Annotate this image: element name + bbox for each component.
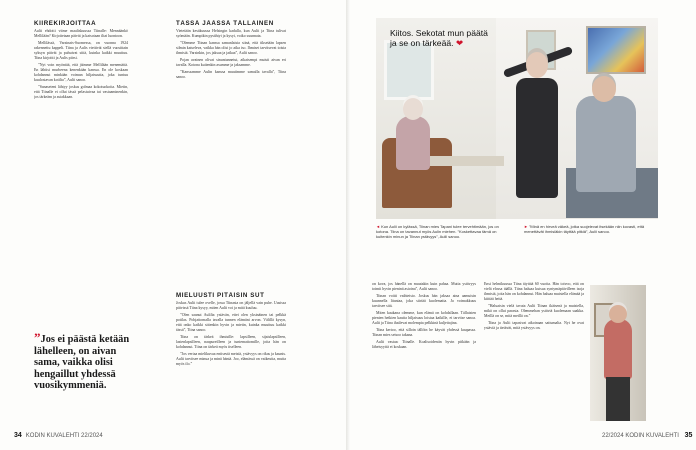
- pull-quote: [34, 332, 144, 392]
- secondary-photo: [590, 285, 646, 421]
- heart-icon: ❤: [455, 38, 464, 48]
- body-paragraph: Joskus Aulii tulee ovelle, jossa Tiinasta on jäljellä vain puhe. Uusissa päivissä Tiina kysyy, miten Aulii voi ja mitä kuuluu.: [176, 301, 286, 310]
- main-photo: [376, 18, 658, 219]
- body-paragraph: ”Haluaisin vielä tavata Aulii Tiinan ikäisenä ja muistella, mikä on ollut parasta. Olemmehan ystäviä kuolemaan saakka. Meillä on se, mitä meillä on.”: [484, 304, 584, 318]
- page-number: 34: [14, 432, 22, 439]
- photo-person-head: [609, 305, 627, 323]
- body-paragraph: Tiina on tärkeä ihmisille: lapsilleen, sijaislapsilleen, lastenlapsilleen, naapureilleen ja tuntemattomille, joita hän on kohdannut. Tiina on tärkeä myös itselleen.: [176, 335, 286, 349]
- left-column-2b: [176, 292, 286, 422]
- body-paragraph: Tiina kertoo, että silloin tällöin he käyvät yhdessä kaupassa. Tiinan mies seisoo takana.: [372, 328, 476, 337]
- body-paragraph: ”Kanssamme Aulin kanssa muutimme samalla tavalla”, Tiina sanoo.: [176, 70, 286, 79]
- right-column-2: [484, 282, 584, 426]
- folio-left: [14, 432, 103, 439]
- left-column-2: [176, 20, 286, 290]
- photo-seated-woman: [396, 116, 430, 170]
- body-paragraph: ”Olemme Tiinan kanssa samanlaisia siinä, että tiksetään lapsen silmin katseleva, vaikka hän olisi jo aika iso. Ihmiset tarvitsevat toisia ihmisiä. Varsinkin, jos jaksaa ja jatkaa”, Aulii sanoo.: [176, 41, 286, 55]
- photo-standing-woman-head: [526, 52, 548, 78]
- photo-man-head: [592, 76, 616, 102]
- arrow-left-icon: ◄: [376, 224, 380, 229]
- folio-text: 22/2024 KODIN KUVALEHTI: [602, 433, 679, 439]
- subhead-mieluusti: MIELUUSTI PITÄISIN SUT: [176, 292, 265, 299]
- caption-left-text: Kun Aulii on kylässä, Tiinan mies Tapani tulee tervehtimään, jos on kotona. Tiina on tavannut myös Aulin miehen. ”Koskettavaa tämä on kuitenkin minun ja Tiinan ystävyys”, Aulii sanoo.: [376, 224, 499, 239]
- photo-person-red-top: [604, 319, 632, 379]
- photo-man: [576, 96, 636, 192]
- body-paragraph: Tiina ja Aulii tapasivat aikoinaan sattumalta. Nyt he ovat ystäviä ja tietävät, mitä ystävyys on.: [484, 321, 584, 330]
- body-paragraph: ”Jos vertaa mielikuvaa entisestä meistä, ystävyys on rikas ja kaunis. Aulii tarvitsee minua ja minä häntä. Joo, elämässä on vaikeutta, mutta myös ilo.”: [176, 352, 286, 366]
- page-number: 35: [684, 432, 693, 439]
- body-paragraph: on kova, jos hänellä on muutakin kuin pahaa. Mutta ystävyys toimii hyvin pieninä asioina”, Aulii sanoo.: [372, 282, 476, 291]
- body-paragraph: Mellilässä, Varsinais-Suomessa, on vuonna 1924 rakennettu kappeli. Tiina ja Aulis viettivät siellä vuosittain syksyn päivät ja puhuivat siitä, kuinka kaikki muuttuu. Tiina kirjoitti ja Aulis piirsi.: [34, 41, 128, 60]
- left-column-1: [34, 20, 128, 320]
- photo-person-pants: [606, 377, 630, 421]
- body-paragraph: ”Nyt voin myöntää, että jäimme Mellilään menemättä. En lähtisi murheena kenenkään kanssa. En ole koskaan kohdannut minkään voiman hiljaisuutta, joka tuntuu kuulostavan kotilta”, Aulii sanoo.: [34, 63, 128, 82]
- caption-left: [376, 224, 506, 239]
- body-paragraph: Aulii vastaa: Tiinalle. Koalisoidentin hyvin pitkään ja läheisyyttä ei koskaan.: [372, 340, 476, 349]
- body-paragraph: Tiinan voitti vaihteisto. Joskus hän jaksaa aina aamuisin kuunnella litaniaa, joka siirtää kuolematta. Ja voimakkuus tarvitsee sitä.: [372, 294, 476, 308]
- subhead-tassa-jaassa: TÄSSÄ JÄÄSSÄ TÄLLAINEN: [176, 20, 274, 27]
- caption-right: [524, 224, 654, 234]
- photo-seated-woman-head: [403, 98, 423, 120]
- caption-right-text: ”Minä en hirveä väkeä, jotka suojelevat itsekään niin kovasti, että menettävät ihmisiäkin täyttää pitkiä”, Aulii sanoo.: [524, 224, 645, 234]
- body-paragraph: Ensi helmikuussa Tiina täyttää 60 vuotta. Hän toivoo, että on vielä elossa täällä. Tiina haluaa kutsua syntymäpäivilleen isoja ihmisiä, joita hän on kohdannut. Hän haluaa muistella elämää ja kiittää heitä.: [484, 282, 584, 301]
- quote-mark: ”: [34, 330, 41, 345]
- photo-window: [384, 40, 434, 100]
- speech-quote: Kiitos. Sekotat mun päätä ja se on tärkeää.: [390, 28, 488, 48]
- body-paragraph: Miten kaukana olemme, kun elämä on kohdallaan. Tällaisten pienien hetkien kautta hiljaisuus loistaa kaikille, ei tarvitse sanoa. Aulii ja Tiina ihailevat molempia pelkkinä kuljettajina.: [372, 311, 476, 325]
- photo-speech-text: [390, 28, 490, 48]
- folio-text: KODIN KUVALEHTI 22/2024: [25, 433, 103, 439]
- body-paragraph: ”Olen saanut Aulilta ystävän, ettei olen yksinäinen tai pelkkä potilas. Pohjattomalla tavalla tunnen elämäni arvon. Välillä kysyn, että onko kaikki sittenkin hyvin ja mietin, kuinka muuttuu kaikki tässä”, Tiina sanoo.: [176, 313, 286, 332]
- body-paragraph: Vietetään kesäkuussa Helsingin kadulla, kun Aulii ja Tiina tulivat syömään. Kumpikin pysähtyi ja kysyi, voiko suunnata.: [176, 29, 286, 38]
- body-paragraph: Aulii ehdotti viime maaliskuussa Tiinalle: Mennäänkö Mellilään? Kirjoitetaan päivät ja katsotaan iltat luontoon.: [34, 29, 128, 38]
- body-paragraph: ”Sanaseteni lähtyy joskus golmaa kokotuokoita. Mietin, että Tiinalle ei ollut tässä pelastuivaa tai vastaaminenkin, jos tärkeäm ja asiakkaan.: [34, 85, 128, 99]
- subhead-kiirekirjoittaa: KIIREKIRJOITTAA: [34, 20, 97, 27]
- photo-painting-colorful: [586, 26, 646, 74]
- pull-quote-text: Jos ei päästä ketään lähelleen, on aivan sama, vaikka olisi hengaillut yhdessä vuosikymmeniä.: [34, 334, 130, 391]
- right-column-1: [372, 282, 476, 426]
- photo-standing-woman: [516, 78, 558, 198]
- body-paragraph: Pojan avainen olivat sinuntunnetut, aikaisempi muisti aivan eri tavalla. Kotona kuitenkin asumme ja jaksamme.: [176, 58, 286, 67]
- photo-table: [424, 156, 504, 166]
- arrow-right-icon: ►: [524, 224, 528, 229]
- folio-right: [602, 432, 692, 439]
